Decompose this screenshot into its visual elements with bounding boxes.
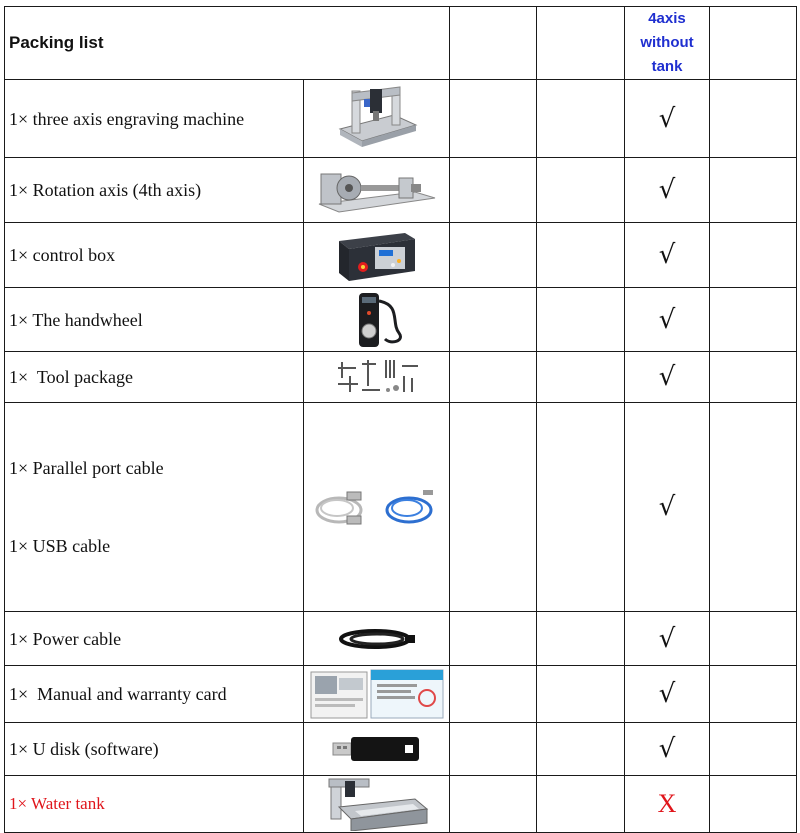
table-row [5,723,797,776]
empty-cell [537,612,625,666]
check-mark: √ [625,723,710,776]
table-row [5,80,797,158]
table-row [5,288,797,352]
check-mark: √ [625,352,710,403]
empty-cell [710,223,797,288]
item-label: 1× U disk (software) [5,723,304,776]
empty-cell [710,403,797,612]
empty-cell [710,723,797,776]
check-mark: √ [625,403,710,612]
empty-cell [537,158,625,223]
manual-card-icon [309,668,445,720]
check-mark: √ [625,288,710,352]
item-label: 1× Power cable [5,612,304,666]
item-label: 1× Manual and warranty card [5,666,304,723]
empty-cell [537,223,625,288]
empty-cell [710,776,797,833]
empty-cell [710,158,797,223]
empty-cell [710,7,797,80]
item-image [304,403,450,612]
empty-cell [450,158,537,223]
engraving-machine-icon [332,85,422,153]
column-header-line: 4axis [648,10,686,27]
empty-cell [450,666,537,723]
tool-package-icon [332,356,422,398]
empty-cell [537,80,625,158]
item-label: 1× control box [5,223,304,288]
check-mark: √ [625,80,710,158]
empty-cell [450,612,537,666]
handwheel-icon [347,291,407,349]
cross-mark: X [625,776,710,833]
item-image [304,666,450,723]
item-label: 1× three axis engraving machine [5,80,304,158]
empty-cell [710,352,797,403]
empty-cell [450,288,537,352]
item-label [5,403,304,612]
empty-cell [537,723,625,776]
empty-cell [537,352,625,403]
empty-cell [450,352,537,403]
packing-list-title: Packing list [5,7,450,80]
item-image [304,288,450,352]
table-row [5,666,797,723]
table-row [5,223,797,288]
check-mark: √ [625,666,710,723]
item-label: 1× Rotation axis (4th axis) [5,158,304,223]
item-image [304,723,450,776]
empty-cell [537,7,625,80]
power-cable-icon [335,621,419,657]
water-tank-icon [325,777,429,831]
item-image [304,80,450,158]
empty-cell [450,7,537,80]
empty-cell [537,666,625,723]
empty-cell [450,80,537,158]
table-row [5,612,797,666]
header-row [5,7,797,80]
empty-cell [710,80,797,158]
empty-cell [537,288,625,352]
check-mark: √ [625,612,710,666]
usb-disk-icon [331,733,423,765]
table-row [5,352,797,403]
cables-icon [311,482,443,532]
item-label: 1× The handwheel [5,288,304,352]
item-image [304,776,450,833]
column-header-line: without [640,34,694,51]
control-box-icon [335,227,419,283]
item-label-line: 1× USB cable [9,536,111,556]
check-mark: √ [625,158,710,223]
empty-cell [450,403,537,612]
empty-cell [537,776,625,833]
empty-cell [710,666,797,723]
item-image [304,352,450,403]
rotation-axis-icon [315,164,439,216]
empty-cell [537,403,625,612]
check-mark: √ [625,223,710,288]
item-image [304,158,450,223]
item-label-line: 1× Parallel port cable [9,458,164,478]
column-header-line: tank [651,58,683,75]
table-row [5,776,797,833]
item-image [304,612,450,666]
empty-cell [450,723,537,776]
item-image [304,223,450,288]
column-header-4axis-without-tank [625,7,710,80]
empty-cell [710,612,797,666]
empty-cell [450,223,537,288]
empty-cell [710,288,797,352]
empty-cell [450,776,537,833]
item-label: 1× Tool package [5,352,304,403]
item-label: 1× Water tank [5,776,304,833]
table-row [5,403,797,612]
packing-list-table [4,6,797,833]
table-row [5,158,797,223]
